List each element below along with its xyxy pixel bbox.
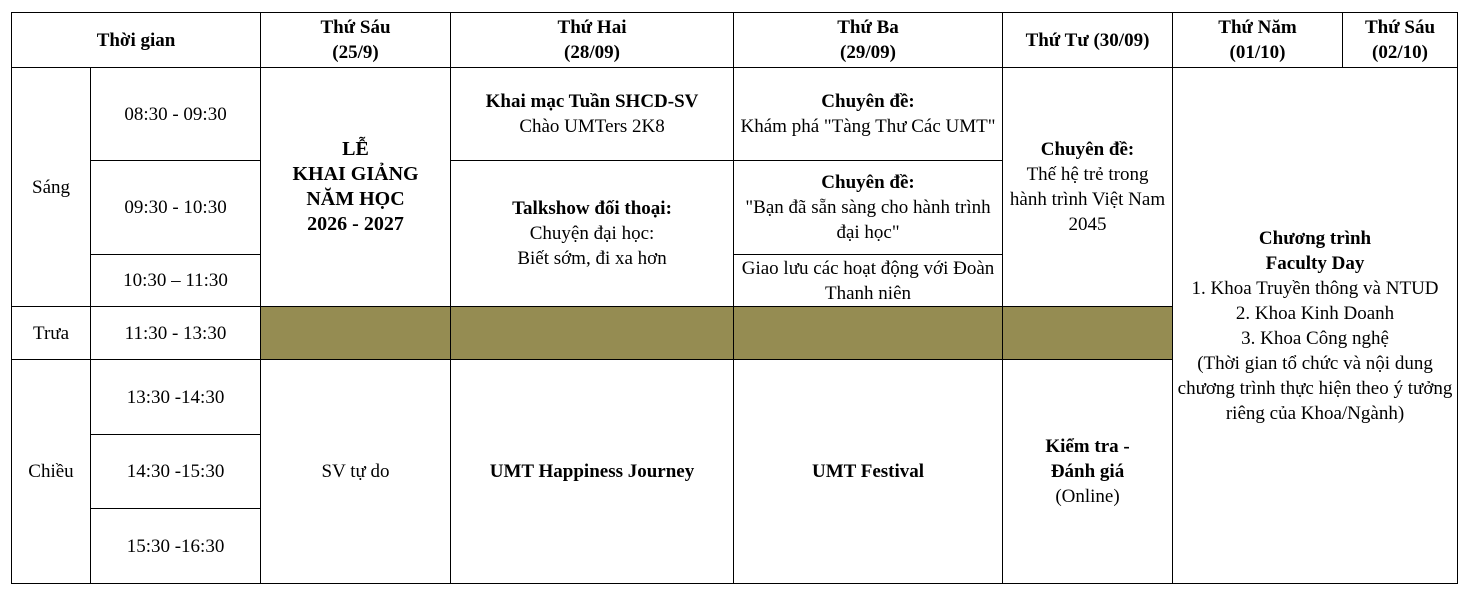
slot-cell: [91, 435, 261, 509]
slot-cell: [91, 255, 261, 307]
happiness-journey-text: UMT Happiness Journey: [489, 461, 695, 482]
youth-union-cell: [734, 255, 1003, 307]
header-day-6-date: (02/10): [1372, 42, 1428, 63]
free-time-cell: [261, 360, 451, 584]
slot-label: 11:30 - 13:30: [124, 322, 227, 344]
faculty-note: (Thời gian tổ chức và nội dung chương trình thực hiện theo ý tưởng riêng của Khoa/Ngành): [1177, 352, 1453, 424]
header-day-1-date: (25/9): [332, 42, 379, 63]
period-afternoon: [12, 360, 91, 584]
topic-3-cell: [1003, 68, 1173, 307]
schedule-table: [11, 12, 1458, 584]
slot-cell: [91, 161, 261, 255]
header-time-label: Thời gian: [96, 29, 176, 51]
header-day-3-name: Thứ Ba: [837, 17, 899, 38]
talkshow-line: Chuyện đại học:: [529, 223, 655, 244]
topic-3-label: Chuyên đề:: [1040, 139, 1135, 160]
period-noon: [12, 307, 91, 360]
happiness-journey-cell: [451, 360, 734, 584]
header-day-1-name: Thứ Sáu: [320, 17, 391, 38]
week-opening-cell: [451, 68, 734, 161]
free-time-text: SV tự do: [321, 461, 390, 482]
week-opening-subtitle: Chào UMTers 2K8: [519, 116, 665, 137]
opening-line: 2026 - 2027: [307, 213, 404, 235]
header-day-4-name: Thứ Tư (30/09): [1025, 29, 1150, 51]
lunch-break-cell: [1003, 307, 1173, 360]
header-day-3-date: (29/09): [840, 42, 896, 63]
festival-text: UMT Festival: [811, 461, 925, 482]
faculty-item: 2. Khoa Kinh Doanh: [1235, 302, 1395, 324]
lunch-break-cell: [451, 307, 734, 360]
topic-2-label: Chuyên đề:: [821, 172, 915, 193]
lunch-break-cell: [734, 307, 1003, 360]
slot-label: 09:30 - 10:30: [124, 197, 227, 218]
faculty-day-title: Faculty Day: [1265, 252, 1365, 274]
opening-line: NĂM HỌC: [306, 188, 405, 210]
exam-title: Kiểm tra -: [1045, 436, 1130, 457]
faculty-item: 3. Khoa Công nghệ: [1241, 327, 1389, 349]
header-day-3: [734, 13, 1003, 68]
header-day-1: [261, 13, 451, 68]
slot-cell: [91, 509, 261, 584]
header-day-2-name: Thứ Hai: [557, 17, 627, 38]
week-opening-title: Khai mạc Tuần SHCD-SV: [485, 91, 699, 112]
slot-label: 15:30 -16:30: [126, 535, 225, 557]
exam-cell: [1003, 360, 1173, 584]
faculty-day-title: Chương trình: [1258, 227, 1372, 249]
opening-ceremony-cell: [261, 68, 451, 307]
talkshow-cell: [451, 161, 734, 307]
lunch-break-cell: [261, 307, 451, 360]
faculty-item: 1. Khoa Truyền thông và NTUD: [1191, 277, 1439, 299]
header-day-6: [1343, 13, 1458, 68]
period-afternoon-label: Chiều: [28, 461, 74, 482]
slot-label: 10:30 – 11:30: [123, 270, 228, 291]
header-row: [12, 13, 1458, 68]
faculty-day-cell: [1173, 68, 1458, 584]
opening-line: LỄ: [342, 138, 369, 160]
topic-2-cell: [734, 161, 1003, 255]
festival-cell: [734, 360, 1003, 584]
period-noon-label: Trưa: [33, 322, 69, 344]
period-morning-label: Sáng: [32, 176, 70, 198]
header-time: [12, 13, 261, 68]
header-day-5: [1173, 13, 1343, 68]
period-morning: [12, 68, 91, 307]
header-day-6-name: Thứ Sáu: [1365, 17, 1436, 38]
header-day-5-date: (01/10): [1229, 42, 1286, 63]
exam-mode: (Online): [1055, 486, 1120, 507]
exam-title: Đánh giá: [1050, 461, 1125, 482]
topic-3-text: Thế hệ trẻ trong hành trình Việt Nam 2045: [1009, 164, 1166, 235]
slot-cell: [91, 360, 261, 435]
header-day-4: [1003, 13, 1173, 68]
table-row: [12, 68, 1458, 161]
opening-line: KHAI GIẢNG: [292, 163, 419, 185]
topic-1-label: Chuyên đề:: [821, 91, 915, 112]
topic-1-cell: [734, 68, 1003, 161]
slot-cell: [91, 307, 261, 360]
talkshow-title: Talkshow đối thoại:: [512, 198, 672, 219]
talkshow-line: Biết sớm, đi xa hơn: [517, 248, 667, 269]
topic-1-text: Khám phá "Tàng Thư Các UMT": [740, 116, 996, 137]
slot-cell: [91, 68, 261, 161]
youth-union-text: Giao lưu các hoạt động với Đoàn Thanh niên: [741, 257, 995, 304]
header-day-5-name: Thứ Năm: [1218, 17, 1297, 38]
slot-label: 14:30 -15:30: [126, 461, 225, 482]
header-day-2: [451, 13, 734, 68]
slot-label: 13:30 -14:30: [126, 386, 225, 408]
slot-label: 08:30 - 09:30: [124, 103, 227, 125]
topic-2-text: "Bạn đã sẵn sàng cho hành trình đại học": [745, 197, 991, 243]
header-day-2-date: (28/09): [564, 42, 620, 63]
